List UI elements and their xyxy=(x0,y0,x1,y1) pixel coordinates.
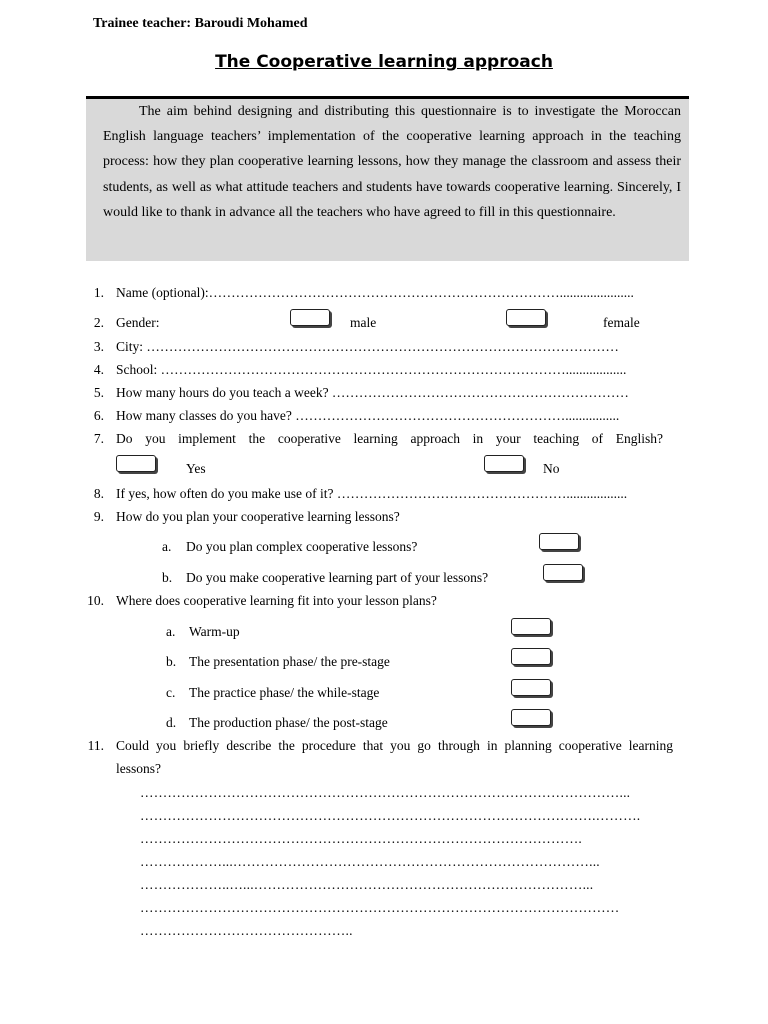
q10-d-letter: d. xyxy=(166,715,177,730)
q4-school-field[interactable]: School: ……………………………………………………………………………….................. xyxy=(116,362,627,377)
q9-b-checkbox[interactable] xyxy=(543,564,583,581)
answer-line[interactable]: ………………..…...………………………………………………………………... xyxy=(140,877,594,892)
q7-question-text: Do you implement the cooperative learning approach in your teaching of English? xyxy=(116,431,663,446)
yes-checkbox[interactable] xyxy=(116,455,156,472)
q2-gender-label: Gender: xyxy=(116,315,160,330)
intro-box xyxy=(86,96,689,261)
question-number: 4. xyxy=(93,362,104,377)
q10-d-text: The production phase/ the post-stage xyxy=(189,715,388,730)
male-label: male xyxy=(350,315,377,330)
question-number: 11. xyxy=(87,738,104,753)
answer-line[interactable]: ……………………………………….. xyxy=(140,923,353,938)
q10-c-letter: c. xyxy=(166,685,176,700)
q10-question-text: Where does cooperative learning fit into your lesson plans? xyxy=(116,593,437,608)
yes-label: Yes xyxy=(186,461,206,476)
answer-line[interactable]: ……………………………………………………………………………………………... xyxy=(140,785,631,800)
no-checkbox[interactable] xyxy=(484,455,524,472)
q3-city-field[interactable]: City: …………………………………………………………………………………………… xyxy=(116,339,619,354)
answer-line[interactable]: …………………………………………………………………………………………… xyxy=(140,900,620,915)
question-number: 7. xyxy=(93,431,104,446)
question-number: 8. xyxy=(93,486,104,501)
intro-paragraph: The aim behind designing and distributing this questionnaire is to investigate the Moroccan English language teachers’ implementation of the cooperative learning approach in the teaching process: how they plan cooperative learning lessons, how they manage the classroom and assess their students, as well as what attitude teachers and students have towards cooperative learning. Sincerely, I would like to thank in advance all the teachers who have agreed to fill in this questionnaire. xyxy=(103,104,681,220)
q1-name-field[interactable]: Name (optional):……………………………………………………………………...................... xyxy=(116,285,634,300)
q8-frequency-field[interactable]: If yes, how often do you make use of it? …………………………………………….................. xyxy=(116,486,628,501)
q9-b-letter: b. xyxy=(162,570,173,585)
male-checkbox[interactable] xyxy=(290,309,330,326)
answer-line[interactable]: ……………………………………………………………………………………….………. xyxy=(140,808,641,823)
q10-a-text: Warm-up xyxy=(189,624,240,639)
q10-c-text: The practice phase/ the while-stage xyxy=(189,685,380,700)
q10-b-checkbox[interactable] xyxy=(511,648,551,665)
female-checkbox[interactable] xyxy=(506,309,546,326)
q5-hours-field[interactable]: How many hours do you teach a week? ………………………………………………………… xyxy=(116,385,629,400)
no-label: No xyxy=(543,461,560,476)
q10-a-letter: a. xyxy=(166,624,176,639)
q9-a-letter: a. xyxy=(162,539,172,554)
q10-c-checkbox[interactable] xyxy=(511,679,551,696)
question-number: 6. xyxy=(93,408,104,423)
q11-question-text: Could you briefly describe the procedure that you go through in planning cooperative learning xyxy=(116,738,673,753)
question-number: 5. xyxy=(93,385,104,400)
q9-b-text: Do you make cooperative learning part of your lessons? xyxy=(186,570,489,585)
q10-d-checkbox[interactable] xyxy=(511,709,551,726)
document-title: The Cooperative learning approach xyxy=(215,52,553,72)
q9-a-checkbox[interactable] xyxy=(539,533,579,550)
question-number: 9. xyxy=(93,509,104,524)
q9-a-text: Do you plan complex cooperative lessons? xyxy=(186,539,418,554)
q6-classes-field[interactable]: How many classes do you have? ……………………………………………………................ xyxy=(116,408,620,423)
q10-a-checkbox[interactable] xyxy=(511,618,551,635)
question-number: 2. xyxy=(93,315,104,330)
q10-b-letter: b. xyxy=(166,654,177,669)
q11-question-text-cont: lessons? xyxy=(116,761,161,776)
female-label: female xyxy=(603,315,640,330)
q10-b-text: The presentation phase/ the pre-stage xyxy=(189,654,390,669)
question-number: 3. xyxy=(93,339,104,354)
answer-line[interactable]: ……………………………………………………………………………………. xyxy=(140,831,582,846)
question-number: 10. xyxy=(87,593,104,608)
answer-line[interactable]: ………………...……………………………………………………………………... xyxy=(140,854,600,869)
question-number: 1. xyxy=(93,285,104,300)
trainee-teacher-name: Trainee teacher: Baroudi Mohamed xyxy=(93,16,308,31)
q9-question-text: How do you plan your cooperative learning lessons? xyxy=(116,509,400,524)
